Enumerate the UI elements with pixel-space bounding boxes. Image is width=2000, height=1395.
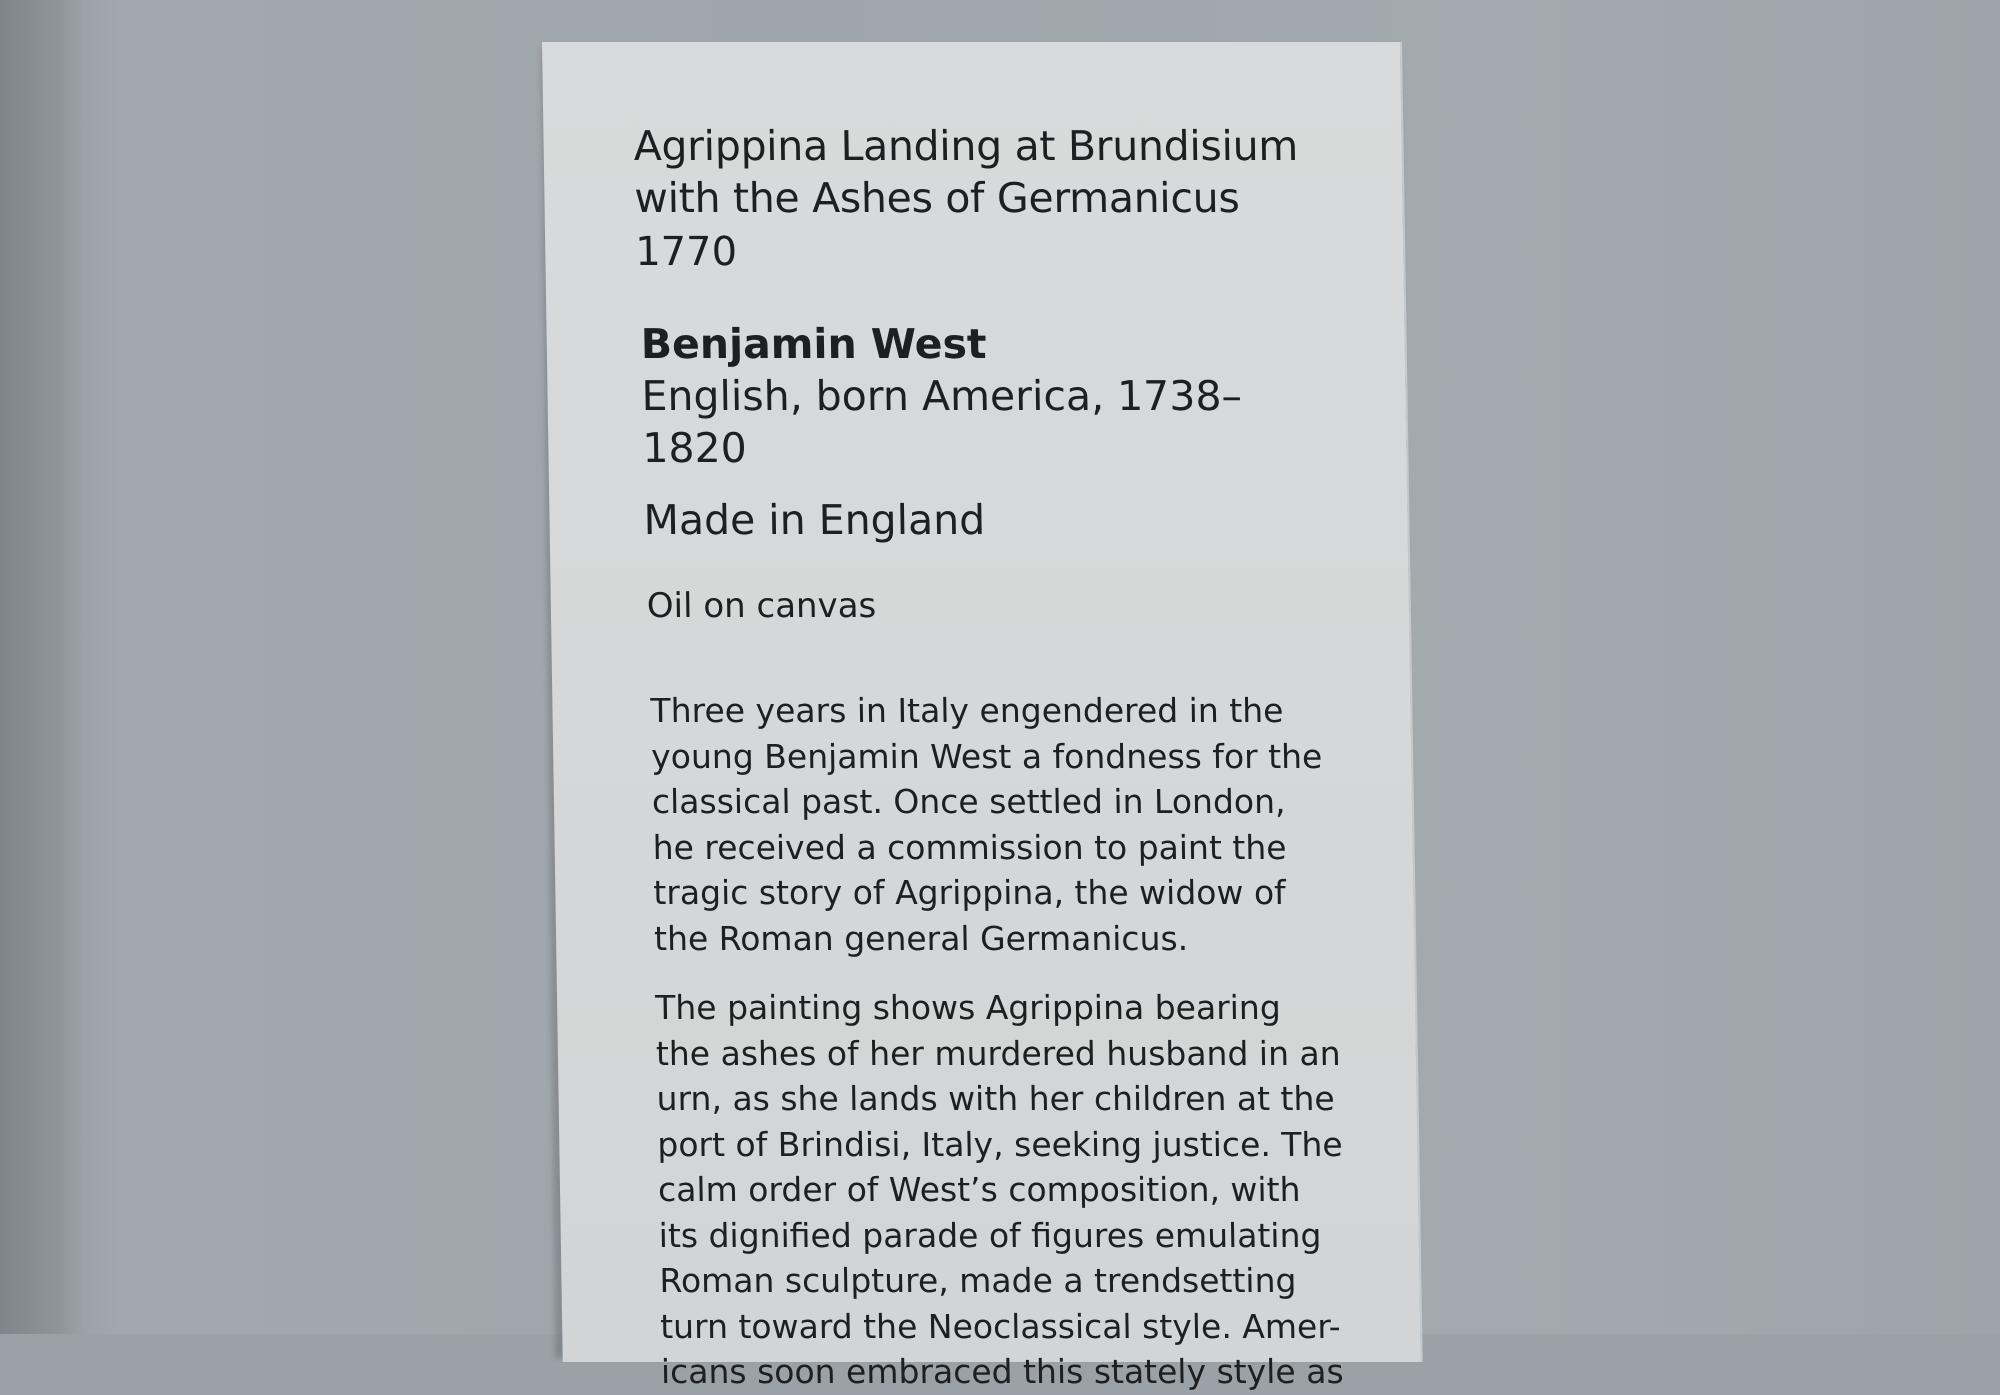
paragraph-line: Three years in Italy engendered in the bbox=[650, 691, 1284, 730]
description-paragraph-1 bbox=[650, 688, 1323, 961]
paragraph-line: Roman sculpture, made a trendsetting bbox=[659, 1261, 1297, 1300]
artwork-title bbox=[633, 120, 1325, 224]
paragraph-line: classical past. Once settled in London, bbox=[651, 782, 1286, 821]
artwork-title-line: with the Ashes of Germanicus bbox=[634, 174, 1240, 222]
paragraph-line: tragic story of Agrippina, the widow of bbox=[653, 873, 1287, 912]
artwork-title-line: Agrippina Landing at Brundisium bbox=[633, 122, 1299, 170]
paragraph-line: turn toward the Neoclassical style. Amer- bbox=[659, 1306, 1341, 1346]
paragraph-line: young Benjamin West a fondness for the bbox=[650, 736, 1323, 776]
paragraph-line: calm order of West’s composition, with bbox=[657, 1170, 1301, 1209]
paragraph-line: The painting shows Agrippina bearing bbox=[654, 988, 1282, 1027]
label-content bbox=[633, 120, 1343, 1395]
wall-corner-shadow bbox=[0, 0, 82, 1334]
paragraph-line: he received a commission to paint the bbox=[652, 827, 1287, 867]
artwork-medium: Oil on canvas bbox=[646, 586, 877, 626]
description-paragraph-2 bbox=[654, 985, 1344, 1395]
paragraph-line: urn, as she lands with her children at the bbox=[656, 1079, 1335, 1118]
paragraph-line: the ashes of her murdered husband in an bbox=[655, 1033, 1341, 1073]
artwork-year: 1770 bbox=[634, 229, 738, 275]
artist-name: Benjamin West bbox=[640, 320, 987, 368]
paragraph-line: port of Brindisi, Italy, seeking justice. The bbox=[657, 1124, 1343, 1164]
place-of-making: Made in England bbox=[643, 496, 986, 544]
artist-nationality: English, born America, 1738–1820 bbox=[641, 372, 1243, 472]
museum-wall-label bbox=[542, 42, 1421, 1391]
paragraph-line: icans soon embraced this stately style as bbox=[660, 1352, 1344, 1391]
paragraph-line: its dignified parade of figures emulating bbox=[658, 1215, 1322, 1255]
paragraph-line: the Roman general Germanicus. bbox=[653, 918, 1189, 958]
